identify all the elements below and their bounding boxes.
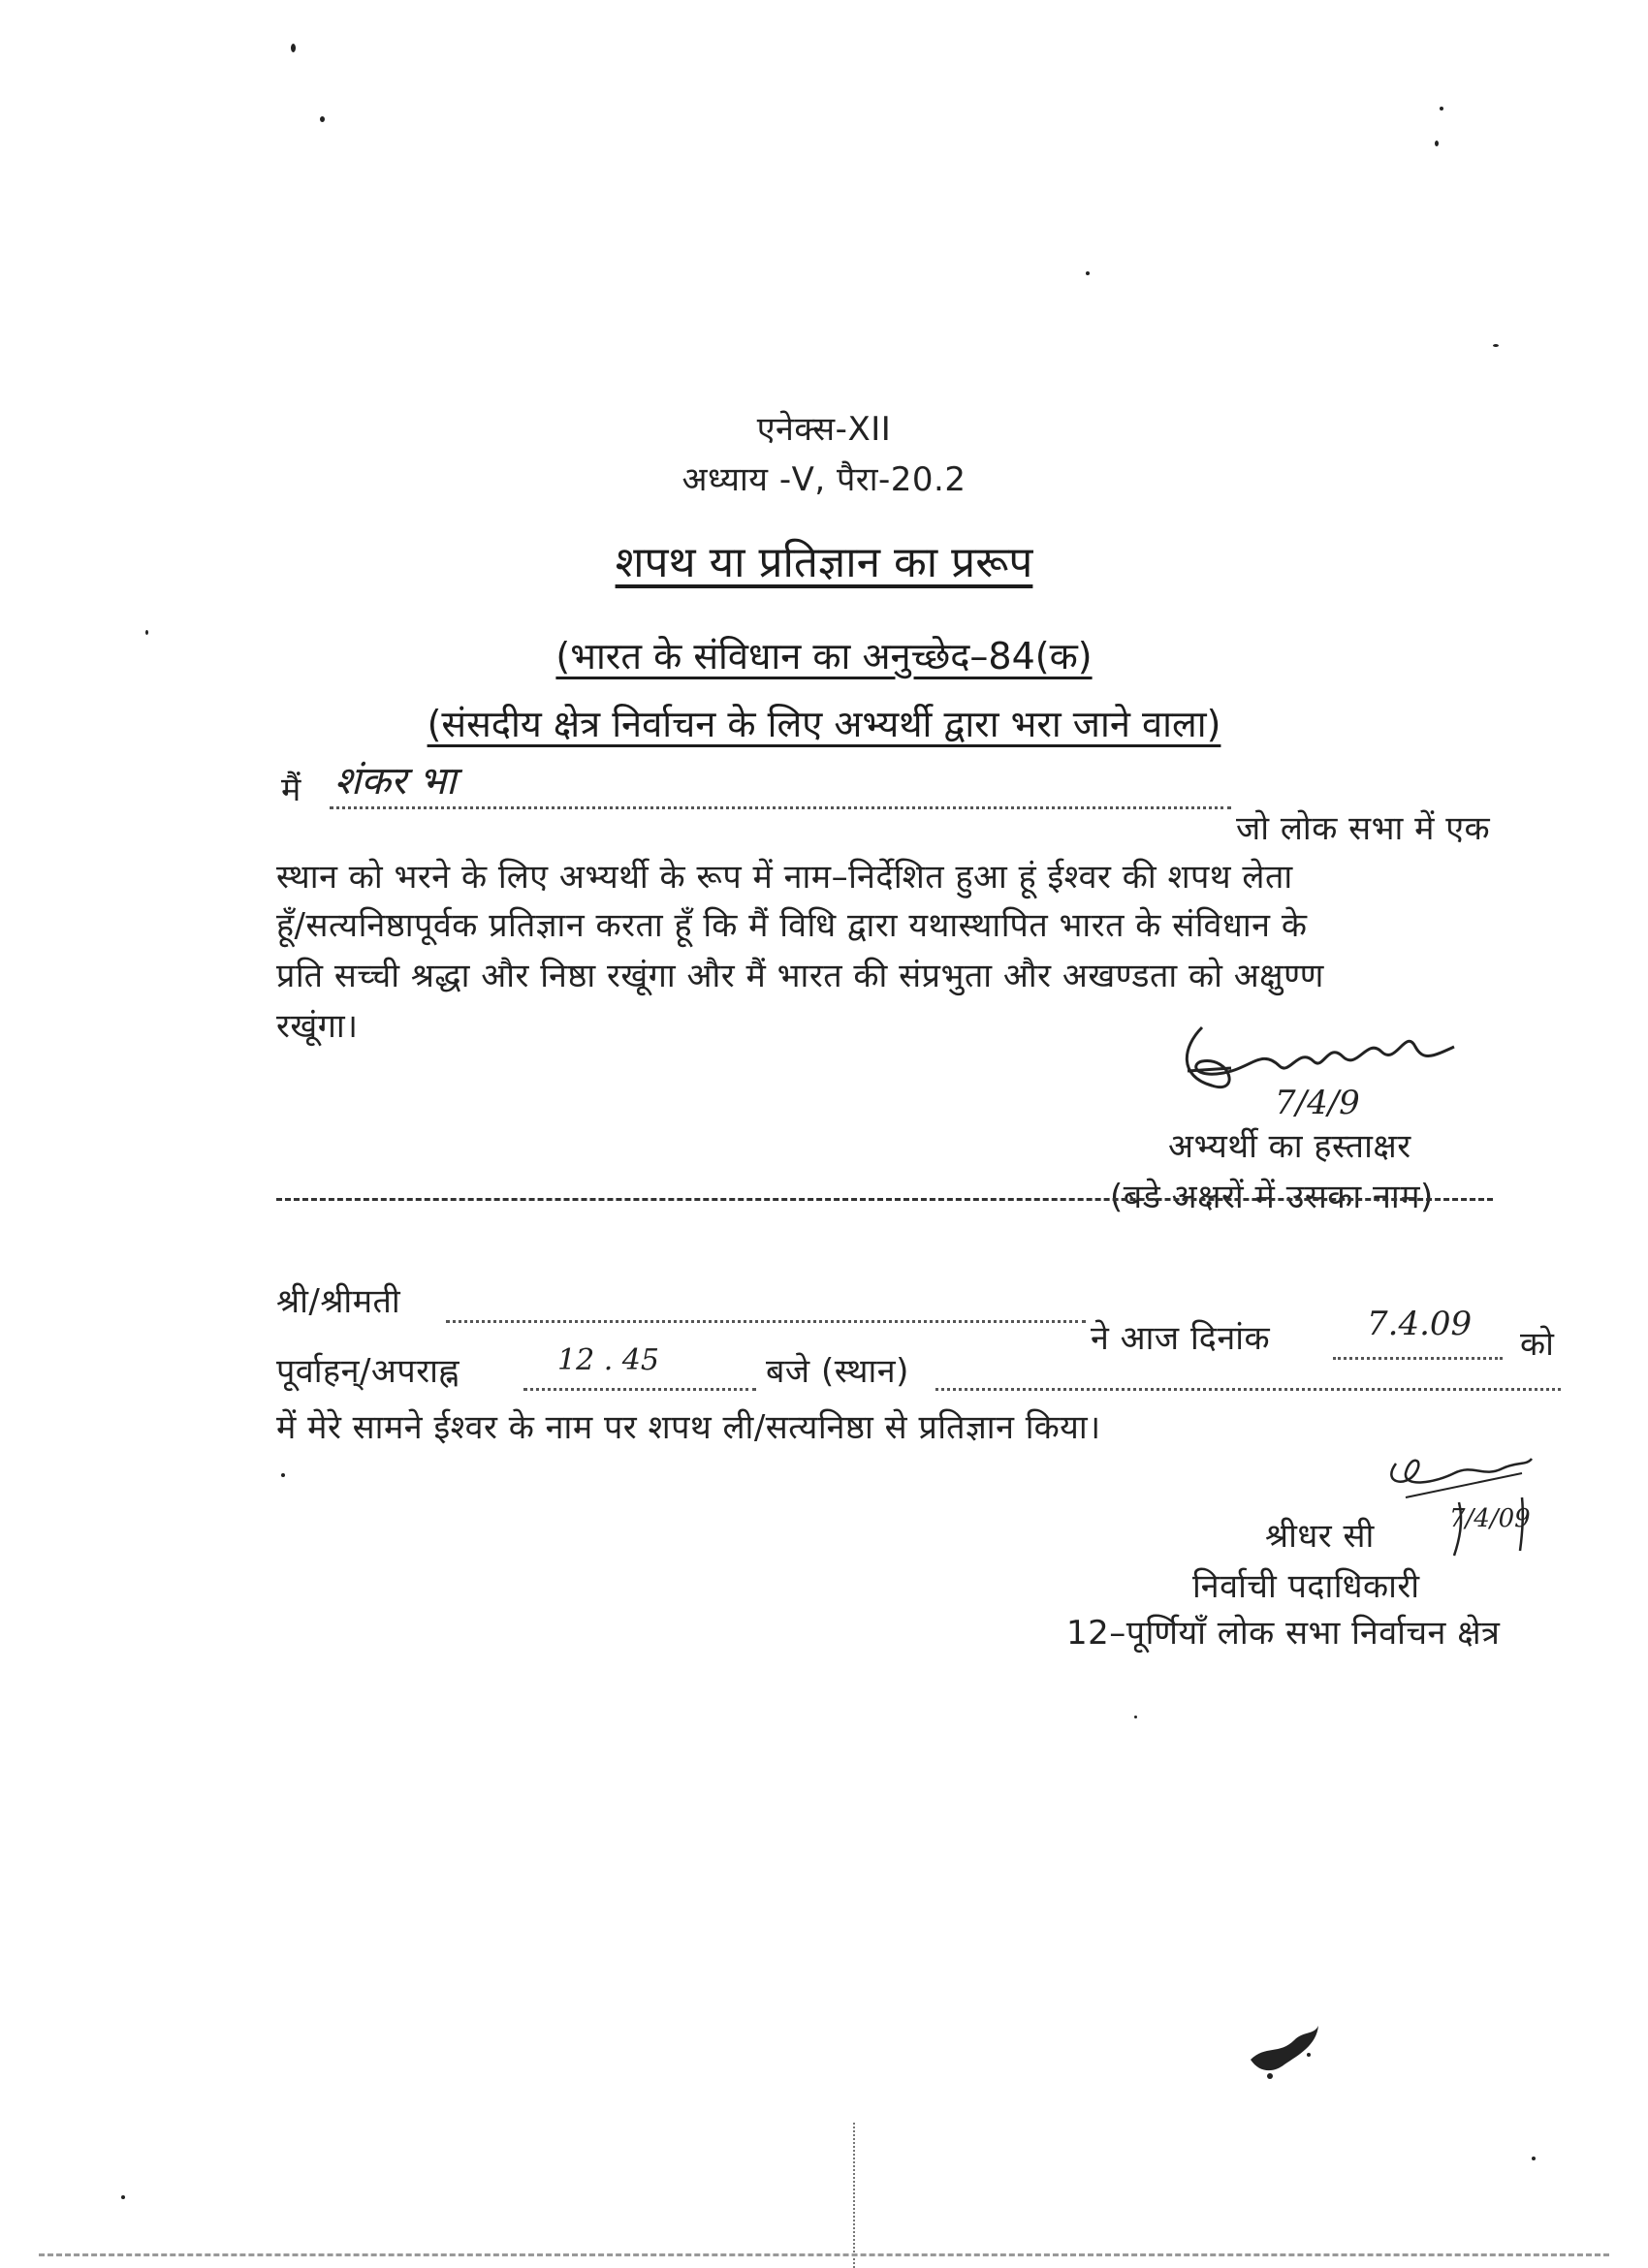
- scan-speck: [1440, 107, 1443, 110]
- scan-speck: [121, 2195, 125, 2199]
- time-suffix: बजे (स्थान): [766, 1352, 909, 1391]
- scan-speck: [1532, 2157, 1536, 2160]
- officer-signature: [1377, 1444, 1541, 1560]
- scan-speck: [1134, 1716, 1137, 1718]
- candidate-name-caps-label: (बडे अक्षरों में उसका नाम): [1110, 1178, 1434, 1216]
- oath-line1-suffix: जो लोक सभा में एक: [1236, 809, 1491, 848]
- scan-speck: [1435, 141, 1439, 146]
- oath-line3: हूँ/सत्यनिष्ठापूर्वक प्रतिज्ञान करता हूँ कि मैं विधि द्वारा यथास्थापित भारत के संविधान के: [276, 906, 1308, 945]
- candidate-name-field: [330, 804, 1231, 809]
- chapter-label: अध्याय -V, पैरा-20.2: [681, 460, 967, 499]
- scan-speck: [145, 630, 148, 635]
- oath-line2: स्थान को भरने के लिए अभ्यर्थी के रूप में नाम–निर्देशित हुआ हूं ईश्वर की शपथ लेता: [276, 858, 1293, 897]
- form-subtitle-article: (भारत के संविधान का अनुच्छेद–84(क): [555, 635, 1093, 677]
- candidate-sign-date: 7/4/9: [1275, 1084, 1360, 1122]
- scan-speck: [320, 116, 325, 122]
- certificate-suffix: को: [1520, 1325, 1555, 1364]
- constituency-label: 12–पूर्णियाँ लोक सभा निर्वाचन क्षेत्र: [1066, 1614, 1501, 1653]
- scan-fold-line: [853, 2123, 857, 2268]
- scan-speck: [1493, 344, 1499, 347]
- officer-name: श्रीधर सी: [1265, 1517, 1375, 1556]
- candidate-name-handwritten: शंकर भा: [334, 759, 457, 803]
- oath-prefix: मैं: [281, 771, 301, 809]
- oath-date-handwritten: 7.4.09: [1367, 1305, 1473, 1343]
- officer-sign-date: 7/4/09: [1449, 1504, 1531, 1533]
- candidate-signature-label: अभ्यर्थी का हस्ताक्षर: [1168, 1127, 1411, 1166]
- section-divider: [276, 1198, 1493, 1201]
- place-field: [935, 1386, 1561, 1391]
- certificate-mid: ने आज दिनांक: [1091, 1319, 1271, 1358]
- oath-line4: प्रति सच्ची श्रद्धा और निष्ठा रखूंगा और मैं भारत की संप्रभुता और अखण्डता को अक्षुण्ण: [276, 957, 1324, 995]
- officer-designation: निर्वाची पदाधिकारी: [1192, 1567, 1420, 1606]
- oath-line5: रखूंगा।: [276, 1007, 359, 1046]
- scan-speck: [1086, 271, 1090, 275]
- time-handwritten: 12 . 45: [557, 1343, 659, 1377]
- time-field: [523, 1386, 756, 1391]
- time-prefix: पूर्वाहन्/अपराह्न: [276, 1352, 460, 1391]
- form-title: शपथ या प्रतिज्ञान का प्ररूप: [615, 538, 1033, 587]
- certificate-prefix: श्री/श्रीमती: [276, 1282, 401, 1321]
- oath-taker-name-field: [446, 1318, 1086, 1323]
- form-subtitle-constituency: (संसदीय क्षेत्र निर्वाचन के लिए अभ्यर्थी द्वारा भरा जाने वाला): [427, 703, 1221, 745]
- certificate-line3: में मेरे सामने ईश्वर के नाम पर शपथ ली/सत्यनिष्ठा से प्रतिज्ञान किया।: [276, 1408, 1101, 1447]
- scan-speck: [291, 44, 296, 52]
- scan-bottom-edge: [39, 2253, 1609, 2256]
- oath-date-field: [1333, 1355, 1503, 1360]
- annex-label: एनेक्स-XII: [756, 410, 892, 449]
- scan-speck: [281, 1473, 285, 1477]
- ink-blot: [1241, 2016, 1328, 2084]
